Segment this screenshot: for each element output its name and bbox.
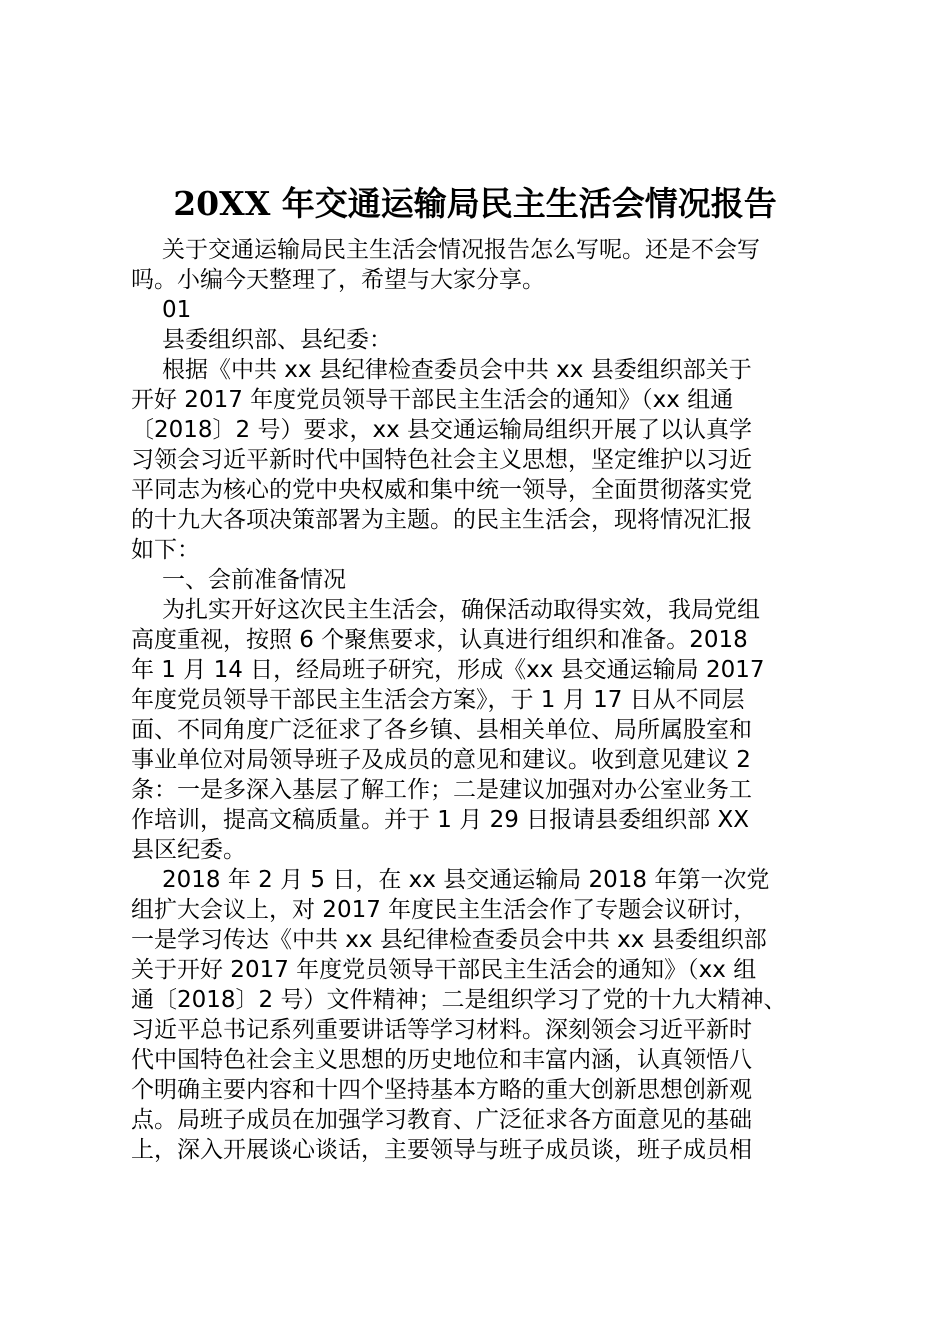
- paragraph-line: 面、不同角度广泛征求了各乡镇、县相关单位、局所属股室和: [131, 717, 752, 743]
- paragraph-line: 习近平总书记系列重要讲话等学习材料。深刻领会习近平新时: [131, 1017, 752, 1043]
- paragraph-line: 关于开好 2017 年度党员领导干部民主生活会的通知》（xx 组: [131, 957, 757, 983]
- paragraph-line: 点。局班子成员在加强学习教育、广泛征求各方面意见的基础: [131, 1107, 752, 1133]
- paragraph-line: 个明确主要内容和十四个坚持基本方略的重大创新思想创新观: [131, 1077, 752, 1103]
- paragraph-line: 根据《中共 xx 县纪律检查委员会中共 xx 县委组织部关于: [162, 357, 752, 383]
- paragraph-line: 条：一是多深入基层了解工作；二是建议加强对办公室业务工: [131, 777, 752, 803]
- paragraph-line: 2018 年 2 月 5 日，在 xx 县交通运输局 2018 年第一次党: [162, 867, 770, 893]
- paragraph-line: 习领会习近平新时代中国特色社会主义思想，坚定维护以习近: [131, 447, 752, 473]
- document-title: 20XX 年交通运输局民主生活会情况报告: [173, 184, 777, 223]
- paragraph-line: 高度重视，按照 6 个聚焦要求，认真进行组织和准备。2018: [131, 627, 748, 653]
- paragraph-line: 作培训，提高文稿质量。并于 1 月 29 日报请县委组织部 XX: [131, 807, 749, 833]
- paragraph-line: 的十九大各项决策部署为主题。的民主生活会，现将情况汇报: [131, 507, 752, 533]
- paragraph-line: 年 1 月 14 日，经局班子研究，形成《xx 县交通运输局 2017: [131, 657, 765, 683]
- paragraph-line: 县区纪委。: [131, 837, 246, 863]
- paragraph-line: 平同志为核心的党中央权威和集中统一领导，全面贯彻落实党: [131, 477, 752, 503]
- paragraph-line: 一是学习传达《中共 xx 县纪律检查委员会中共 xx 县委组织部: [131, 927, 767, 953]
- paragraph-line: 事业单位对局领导班子及成员的意见和建议。收到意见建议 2: [131, 747, 751, 773]
- paragraph-line: 组扩大会议上，对 2017 年度民主生活会作了专题会议研讨，: [131, 897, 757, 923]
- section-number: 01: [162, 297, 192, 323]
- section-heading: 一、会前准备情况: [162, 567, 346, 593]
- paragraph-line: 如下：: [131, 537, 200, 563]
- paragraph-line: 〔2018〕2 号）要求，xx 县交通运输局组织开展了以认真学: [131, 417, 753, 443]
- paragraph-line: 吗。小编今天整理了，希望与大家分享。: [131, 267, 545, 293]
- paragraph-line: 通〔2018〕2 号）文件精神；二是组织学习了党的十九大精神、: [131, 987, 787, 1013]
- paragraph-line: 代中国特色社会主义思想的历史地位和丰富内涵，认真领悟八: [131, 1047, 752, 1073]
- paragraph-line: 为扎实开好这次民主生活会，确保活动取得实效，我局党组: [162, 597, 760, 623]
- paragraph-line: 上，深入开展谈心谈话，主要领导与班子成员谈，班子成员相: [131, 1137, 752, 1163]
- document-body: [131, 235, 831, 1165]
- paragraph-line: 年度党员领导干部民主生活会方案》，于 1 月 17 日从不同层: [131, 687, 745, 713]
- paragraph-line: 开好 2017 年度党员领导干部民主生活会的通知》（xx 组通: [131, 387, 734, 413]
- salutation: 县委组织部、县纪委：: [162, 327, 392, 353]
- paragraph-line: 关于交通运输局民主生活会情况报告怎么写呢。还是不会写: [162, 237, 760, 263]
